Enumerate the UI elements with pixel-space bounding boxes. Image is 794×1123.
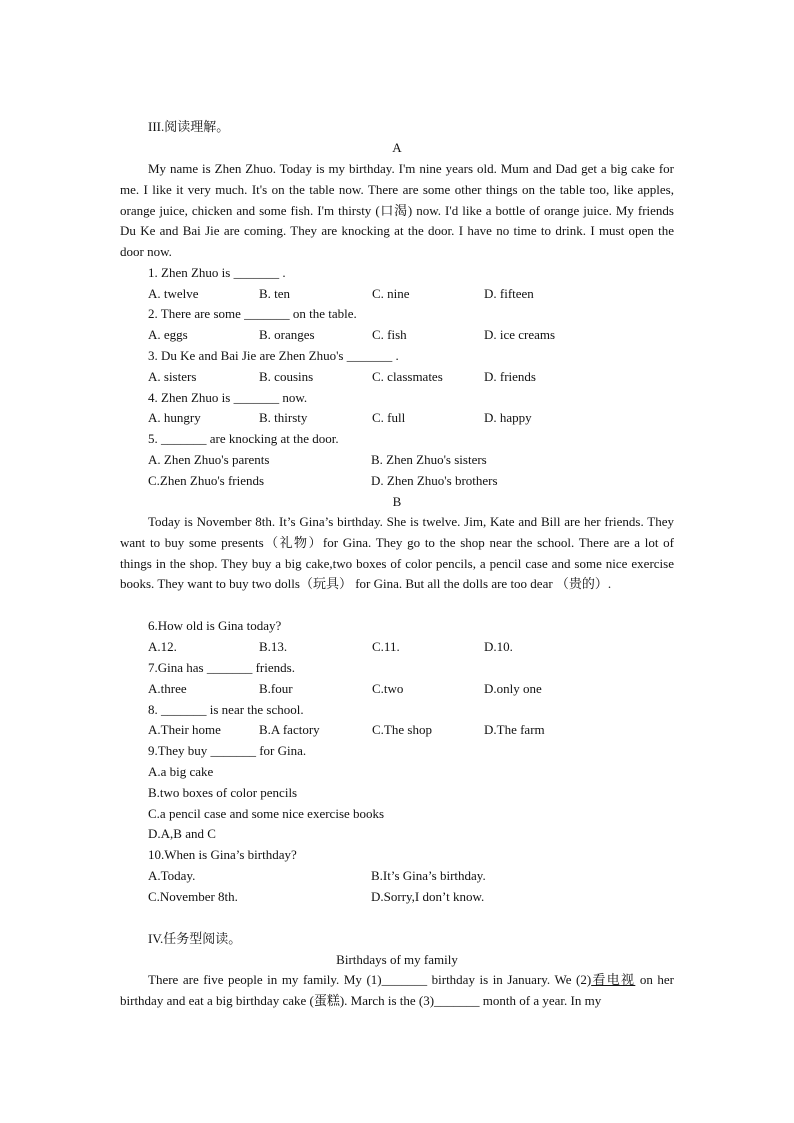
question-1: 1. Zhen Zhuo is _______ . — [148, 265, 286, 280]
q3-option-d: D. friends — [484, 369, 536, 384]
passage-b-body: Today is November 8th. It’s Gina’s birthday. She is twelve. Jim, Kate and Bill are her friends. They want to buy some presents（礼物）for Gina. They go to the shop near the school. There are a lot of things in the shop. They buy a big cake,two boxes of color pencils, a pencil case and some nice exercise books. They want to buy two dolls（玩具） for Gina. But all the dolls are too dear （贵的）. — [120, 514, 674, 592]
question-8: 8. _______ is near the school. — [148, 702, 304, 717]
q3-option-c: C. classmates — [372, 369, 443, 384]
q6-option-c: C.11. — [372, 639, 400, 654]
question-4: 4. Zhen Zhuo is _______ now. — [148, 390, 308, 405]
q1-option-d: D. fifteen — [484, 286, 534, 301]
question-9: 9.They buy _______ for Gina. — [148, 743, 307, 758]
question-2: 2. There are some _______ on the table. — [148, 306, 357, 321]
passage-a-text — [120, 159, 674, 263]
q2-option-a: A. eggs — [148, 327, 188, 342]
q2-option-c: C. fish — [372, 327, 407, 342]
q8-option-c: C.The shop — [372, 722, 432, 737]
section-4-text-part2: on her birthday and eat a big birthday cake (蛋糕). March is the (3)_______ month of a year. In my — [120, 972, 674, 1008]
q1-option-b: B. ten — [259, 286, 291, 301]
passage-a-label: A — [392, 140, 402, 155]
q7-option-c: C.two — [372, 681, 404, 696]
q2-option-d: D. ice creams — [484, 327, 556, 342]
q7-option-a: A.three — [148, 681, 187, 696]
question-3: 3. Du Ke and Bai Jie are Zhen Zhuo's _______ . — [148, 348, 399, 363]
q9-option-d: D.A,B and C — [148, 826, 216, 841]
q9-option-c: C.a pencil case and some nice exercise books — [148, 806, 385, 821]
q4-option-c: C. full — [372, 410, 406, 425]
passage-b-text — [120, 512, 674, 595]
question-5: 5. _______ are knocking at the door. — [148, 431, 339, 446]
question-6: 6.How old is Gina today? — [148, 618, 282, 633]
passage-b-label: B — [392, 494, 402, 509]
q1-option-c: C. nine — [372, 286, 410, 301]
q5-option-d: D. Zhen Zhuo's brothers — [371, 473, 498, 488]
q4-option-a: A. hungry — [148, 410, 201, 425]
q8-option-d: D.The farm — [484, 722, 545, 737]
q6-option-d: D.10. — [484, 639, 513, 654]
q9-option-b: B.two boxes of color pencils — [148, 785, 298, 800]
q10-option-d: D.Sorry,I don’t know. — [371, 889, 485, 904]
q10-option-b: B.It’s Gina’s birthday. — [371, 868, 486, 883]
section-4-title: Birthdays of my family — [336, 952, 458, 967]
question-7: 7.Gina has _______ friends. — [148, 660, 295, 675]
section-4-heading: IV.任务型阅读。 — [148, 931, 242, 946]
q5-option-c: C.Zhen Zhuo's friends — [148, 473, 265, 488]
q2-option-b: B. oranges — [259, 327, 315, 342]
q7-option-b: B.four — [259, 681, 293, 696]
q6-option-a: A.12. — [148, 639, 177, 654]
q1-option-a: A. twelve — [148, 286, 199, 301]
q7-option-d: D.only one — [484, 681, 542, 696]
q3-option-a: A. sisters — [148, 369, 197, 384]
q8-option-b: B.A factory — [259, 722, 320, 737]
q3-option-b: B. cousins — [259, 369, 314, 384]
q4-option-d: D. happy — [484, 410, 532, 425]
q5-option-b: B. Zhen Zhuo's sisters — [371, 452, 487, 467]
q8-option-a: A.Their home — [148, 722, 221, 737]
q5-option-a: A. Zhen Zhuo's parents — [148, 452, 270, 467]
q9-option-a: A.a big cake — [148, 764, 214, 779]
section-4-text-part1: There are five people in my family. My (1)_______ birthday is in January. We (2) — [148, 972, 592, 987]
q10-option-c: C.November 8th. — [148, 889, 238, 904]
section-3-heading: III.阅读理解。 — [148, 119, 230, 134]
q4-option-b: B. thirsty — [259, 410, 308, 425]
question-10: 10.When is Gina’s birthday? — [148, 847, 297, 862]
section-4-text — [120, 970, 674, 1012]
q6-option-b: B.13. — [259, 639, 288, 654]
q10-option-a: A.Today. — [148, 868, 196, 883]
passage-a-body: My name is Zhen Zhuo. Today is my birthday. I'm nine years old. Mum and Dad get a big cake for me. I like it very much. It's on the table now. There are some other things on the table too, like apples, orange juice, chicken and some fish. I'm thirsty (口渴) now. I'd like a bottle of orange juice. My friends Du Ke and Bai Jie are coming. They are knocking at the door. I have no time to drink. I must open the door now. — [120, 161, 674, 260]
section-4-underlined-word: 看电视 — [591, 972, 636, 987]
